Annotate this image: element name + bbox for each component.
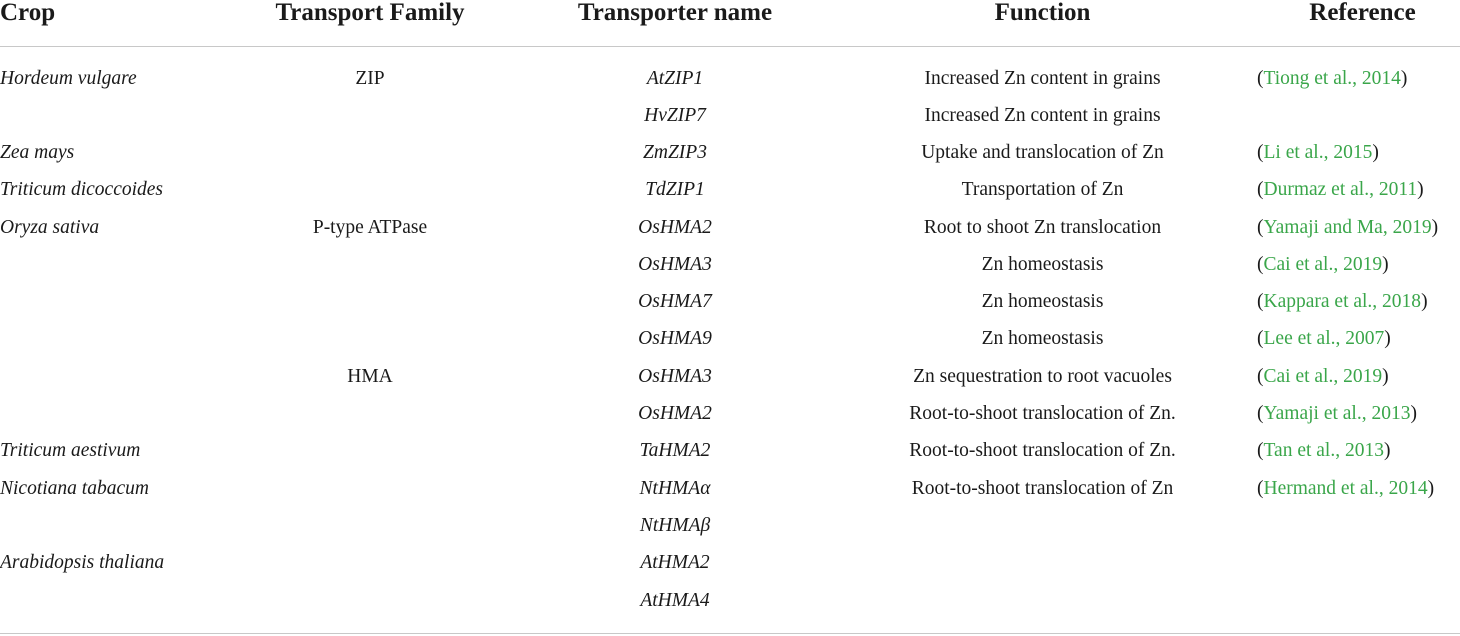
table-row xyxy=(0,395,1460,432)
cell-transporter-name: TdZIP1 xyxy=(645,179,705,201)
cell-transport-family: HMA xyxy=(347,365,393,387)
cell-reference: (Cai et al., 2019) xyxy=(1257,365,1389,387)
cell-transport-family xyxy=(230,134,510,171)
cell-function: Root to shoot Zn translocation xyxy=(923,216,1162,238)
table-row xyxy=(0,433,1460,470)
table-row xyxy=(0,97,1460,134)
cell-transport-family: P-type ATPase xyxy=(312,216,428,238)
table-row xyxy=(0,172,1460,209)
cell-function xyxy=(840,545,1245,582)
header-row xyxy=(0,0,1460,47)
cell-transporter-name: OsHMA9 xyxy=(638,328,712,350)
table-row xyxy=(0,246,1460,283)
cell-function: Root-to-shoot translocation of Zn. xyxy=(909,440,1176,462)
header-crop: Crop xyxy=(0,0,230,47)
cell-crop xyxy=(0,358,230,395)
cell-function: Uptake and translocation of Zn xyxy=(921,141,1164,163)
cell-transport-family xyxy=(230,172,510,209)
cell-transporter-name: AtHMA4 xyxy=(640,589,710,611)
cell-transporter-name: OsHMA3 xyxy=(638,365,712,387)
citation-link[interactable]: Kappara et al., 2018 xyxy=(1263,291,1422,313)
cell-transport-family xyxy=(230,582,510,619)
cell-transporter-name: OsHMA7 xyxy=(638,291,712,313)
cell-function: Root-to-shoot translocation of Zn xyxy=(911,477,1174,499)
table-header xyxy=(0,0,1460,47)
table-row xyxy=(0,582,1460,619)
cell-crop xyxy=(0,97,230,134)
cell-reference: (Li et al., 2015) xyxy=(1257,141,1379,163)
citation-link[interactable]: Li et al., 2015 xyxy=(1263,141,1373,163)
cell-reference xyxy=(1245,97,1460,134)
cell-transport-family xyxy=(230,321,510,358)
cell-function: Zn homeostasis xyxy=(981,291,1104,313)
cell-transporter-name: NtHMAα xyxy=(639,477,711,499)
header-reference: Reference xyxy=(1245,0,1460,47)
cell-transport-family xyxy=(230,97,510,134)
cell-transporter-name: NtHMAβ xyxy=(639,514,711,536)
citation-link[interactable]: Yamaji et al., 2013 xyxy=(1263,403,1411,425)
citation-link[interactable]: Tiong et al., 2014 xyxy=(1263,68,1401,89)
table-row xyxy=(0,134,1460,171)
citation-link[interactable]: Lee et al., 2007 xyxy=(1263,328,1385,350)
cell-transport-family xyxy=(230,507,510,544)
cell-crop: Triticum dicoccoides xyxy=(0,179,164,201)
cell-function: Increased Zn content in grains xyxy=(924,104,1161,126)
cell-transporter-name: OsHMA2 xyxy=(638,403,712,425)
table-row xyxy=(0,209,1460,246)
cell-crop: Arabidopsis thaliana xyxy=(0,552,165,574)
table-row xyxy=(0,358,1460,395)
citation-link[interactable]: Cai et al., 2019 xyxy=(1263,253,1383,275)
cell-reference: (Tiong et al., 2014) xyxy=(1257,68,1408,89)
cell-transport-family xyxy=(230,395,510,432)
citation-link[interactable]: Tan et al., 2013 xyxy=(1263,440,1384,462)
cell-reference: (Yamaji and Ma, 2019) xyxy=(1257,216,1439,238)
cell-crop xyxy=(0,507,230,544)
cell-function: Zn homeostasis xyxy=(981,253,1104,275)
cell-reference: (Tan et al., 2013) xyxy=(1257,440,1391,462)
cell-crop xyxy=(0,582,230,619)
cell-crop xyxy=(0,321,230,358)
table-row xyxy=(0,507,1460,544)
table-row xyxy=(0,47,1460,98)
cell-reference xyxy=(1245,582,1460,619)
cell-crop: Oryza sativa xyxy=(0,216,100,238)
table-body xyxy=(0,47,1460,620)
citation-link[interactable]: Cai et al., 2019 xyxy=(1263,365,1383,387)
bottom-rule xyxy=(0,633,1460,634)
table-row xyxy=(0,283,1460,320)
cell-reference: (Durmaz et al., 2011) xyxy=(1257,179,1424,201)
cell-function: Transportation of Zn xyxy=(961,179,1124,201)
citation-link[interactable]: Hermand et al., 2014 xyxy=(1263,477,1428,499)
cell-transporter-name: AtZIP1 xyxy=(646,68,704,89)
cell-transport-family xyxy=(230,545,510,582)
cell-transporter-name: TaHMA2 xyxy=(639,440,711,462)
citation-link[interactable]: Durmaz et al., 2011 xyxy=(1263,179,1418,201)
cell-reference: (Lee et al., 2007) xyxy=(1257,328,1391,350)
cell-transport-family xyxy=(230,433,510,470)
cell-crop: Hordeum vulgare xyxy=(0,68,137,89)
cell-reference: (Kappara et al., 2018) xyxy=(1257,291,1428,313)
table-row xyxy=(0,545,1460,582)
cell-transport-family xyxy=(230,283,510,320)
cell-function xyxy=(840,582,1245,619)
cell-crop: Triticum aestivum xyxy=(0,440,141,462)
table-row xyxy=(0,470,1460,507)
header-transporter-name: Transporter name xyxy=(510,0,840,47)
cell-crop xyxy=(0,246,230,283)
cell-reference xyxy=(1245,507,1460,544)
cell-function: Increased Zn content in grains xyxy=(924,68,1161,89)
cell-function: Root-to-shoot translocation of Zn. xyxy=(909,403,1176,425)
cell-reference: (Hermand et al., 2014) xyxy=(1257,477,1435,499)
header-function: Function xyxy=(840,0,1245,47)
citation-link[interactable]: Yamaji and Ma, 2019 xyxy=(1263,216,1432,238)
cell-transport-family xyxy=(230,246,510,283)
cell-transporter-name: ZmZIP3 xyxy=(643,141,707,163)
cell-function: Zn sequestration to root vacuoles xyxy=(913,365,1172,387)
cell-crop xyxy=(0,283,230,320)
cell-transport-family xyxy=(230,470,510,507)
cell-reference xyxy=(1245,545,1460,582)
cell-reference: (Cai et al., 2019) xyxy=(1257,253,1389,275)
cell-crop: Zea mays xyxy=(0,141,75,163)
cell-transporter-name: HvZIP7 xyxy=(644,104,706,126)
cell-reference: (Yamaji et al., 2013) xyxy=(1257,403,1417,425)
table-row xyxy=(0,321,1460,358)
header-transport-family: Transport Family xyxy=(230,0,510,47)
cell-transporter-name: AtHMA2 xyxy=(640,552,710,574)
cell-transport-family: ZIP xyxy=(355,68,385,89)
cell-function: Zn homeostasis xyxy=(981,328,1104,350)
cell-transporter-name: OsHMA3 xyxy=(638,253,712,275)
cell-transporter-name: OsHMA2 xyxy=(638,216,712,238)
cell-crop: Nicotiana tabacum xyxy=(0,477,149,499)
cell-crop xyxy=(0,395,230,432)
cell-function xyxy=(840,507,1245,544)
